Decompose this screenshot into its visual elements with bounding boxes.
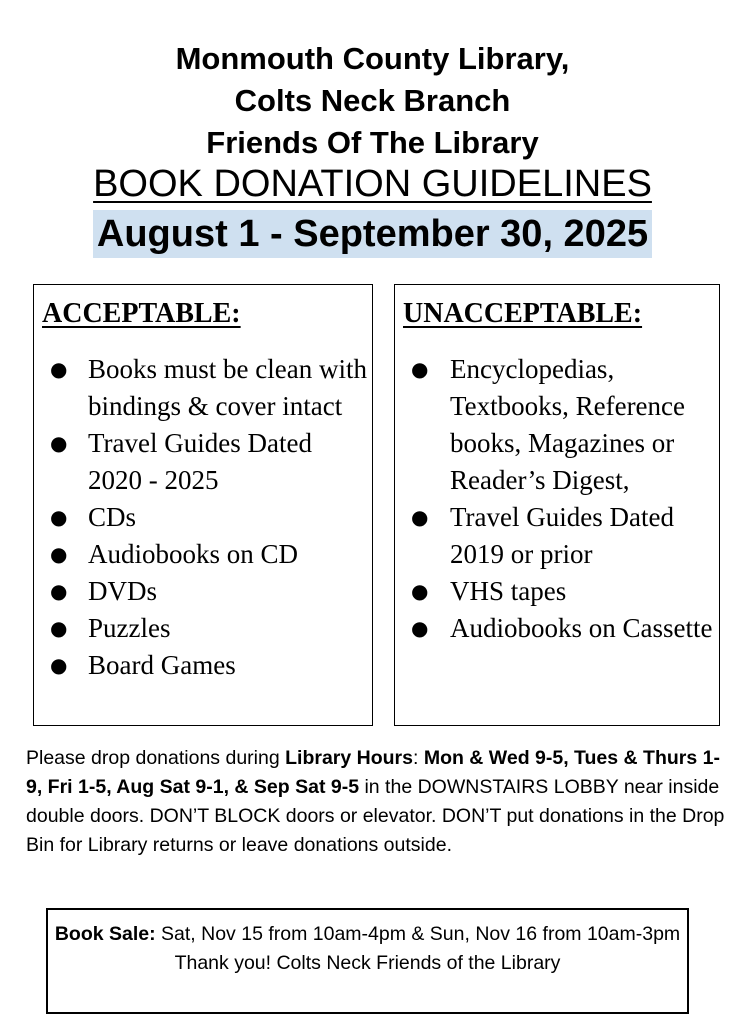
bullet-icon: ● bbox=[411, 616, 429, 640]
hours-label: Library Hours bbox=[285, 747, 413, 769]
list-item: ● Encyclopedias, Textbooks, Reference books, Magazines or Reader’s Digest, bbox=[395, 351, 719, 499]
list-item: ● Books must be clean with bindings & cover intact bbox=[34, 351, 372, 425]
library-hours: Mon & Wed 9-5, Tues & Thurs 1-9, Fri 1-5, Aug Sat 9-1, & Sep Sat 9-5 bbox=[26, 747, 720, 798]
list-item: ● DVDs bbox=[34, 573, 372, 610]
list-item: ● VHS tapes bbox=[395, 573, 719, 610]
friends-group-name: Friends Of The Library bbox=[206, 125, 539, 160]
unacceptable-heading: UNACCEPTABLE: bbox=[403, 298, 643, 329]
bullet-icon: ● bbox=[50, 431, 68, 455]
bullet-icon: ● bbox=[411, 505, 429, 529]
acceptable-box bbox=[33, 284, 373, 726]
flyer-header bbox=[0, 38, 745, 258]
sale-details: Sat, Nov 15 from 10am-4pm & Sun, Nov 16 from 10am-3pm bbox=[155, 923, 681, 945]
list-item: ● Puzzles bbox=[34, 610, 372, 647]
bullet-icon: ● bbox=[411, 579, 429, 603]
date-range: August 1 - September 30, 2025 bbox=[93, 210, 652, 258]
bullet-icon: ● bbox=[50, 357, 68, 381]
list-item: ● Audiobooks on CD bbox=[34, 536, 372, 573]
list-item: ● Travel Guides Dated 2019 or prior bbox=[395, 499, 719, 573]
bullet-icon: ● bbox=[50, 653, 68, 677]
bullet-icon: ● bbox=[411, 357, 429, 381]
bullet-icon: ● bbox=[50, 505, 68, 529]
bullet-icon: ● bbox=[50, 579, 68, 603]
list-item: ● Board Games bbox=[34, 647, 372, 684]
list-item: ● Audiobooks on Cassette bbox=[395, 610, 719, 647]
book-sale-box bbox=[46, 908, 689, 1014]
thank-you-note: Thank you! Colts Neck Friends of the Library bbox=[174, 952, 561, 974]
unacceptable-box bbox=[394, 284, 720, 726]
drop-off-instructions: Please drop donations during Library Hours: Mon & Wed 9-5, Tues & Thurs 1-9, Fri 1-5, Aug Sat 9-1, & Sep Sat 9-5 in the DOWNSTAIRS LOBBY near inside double doors. DON’T BLOCK doors or elevator. DON’T put donations in the Drop Bin for Library returns or leave donations outside. bbox=[26, 747, 725, 856]
bullet-icon: ● bbox=[50, 616, 68, 640]
bullet-icon: ● bbox=[50, 542, 68, 566]
page-title: BOOK DONATION GUIDELINES bbox=[93, 163, 652, 205]
branch-name: Colts Neck Branch bbox=[234, 83, 511, 118]
library-name: Monmouth County Library, bbox=[175, 41, 570, 76]
acceptable-heading: ACCEPTABLE: bbox=[42, 298, 241, 329]
list-item: ● Travel Guides Dated 2020 - 2025 bbox=[34, 425, 372, 499]
sale-label: Book Sale: bbox=[54, 923, 156, 945]
list-item: ● CDs bbox=[34, 499, 372, 536]
